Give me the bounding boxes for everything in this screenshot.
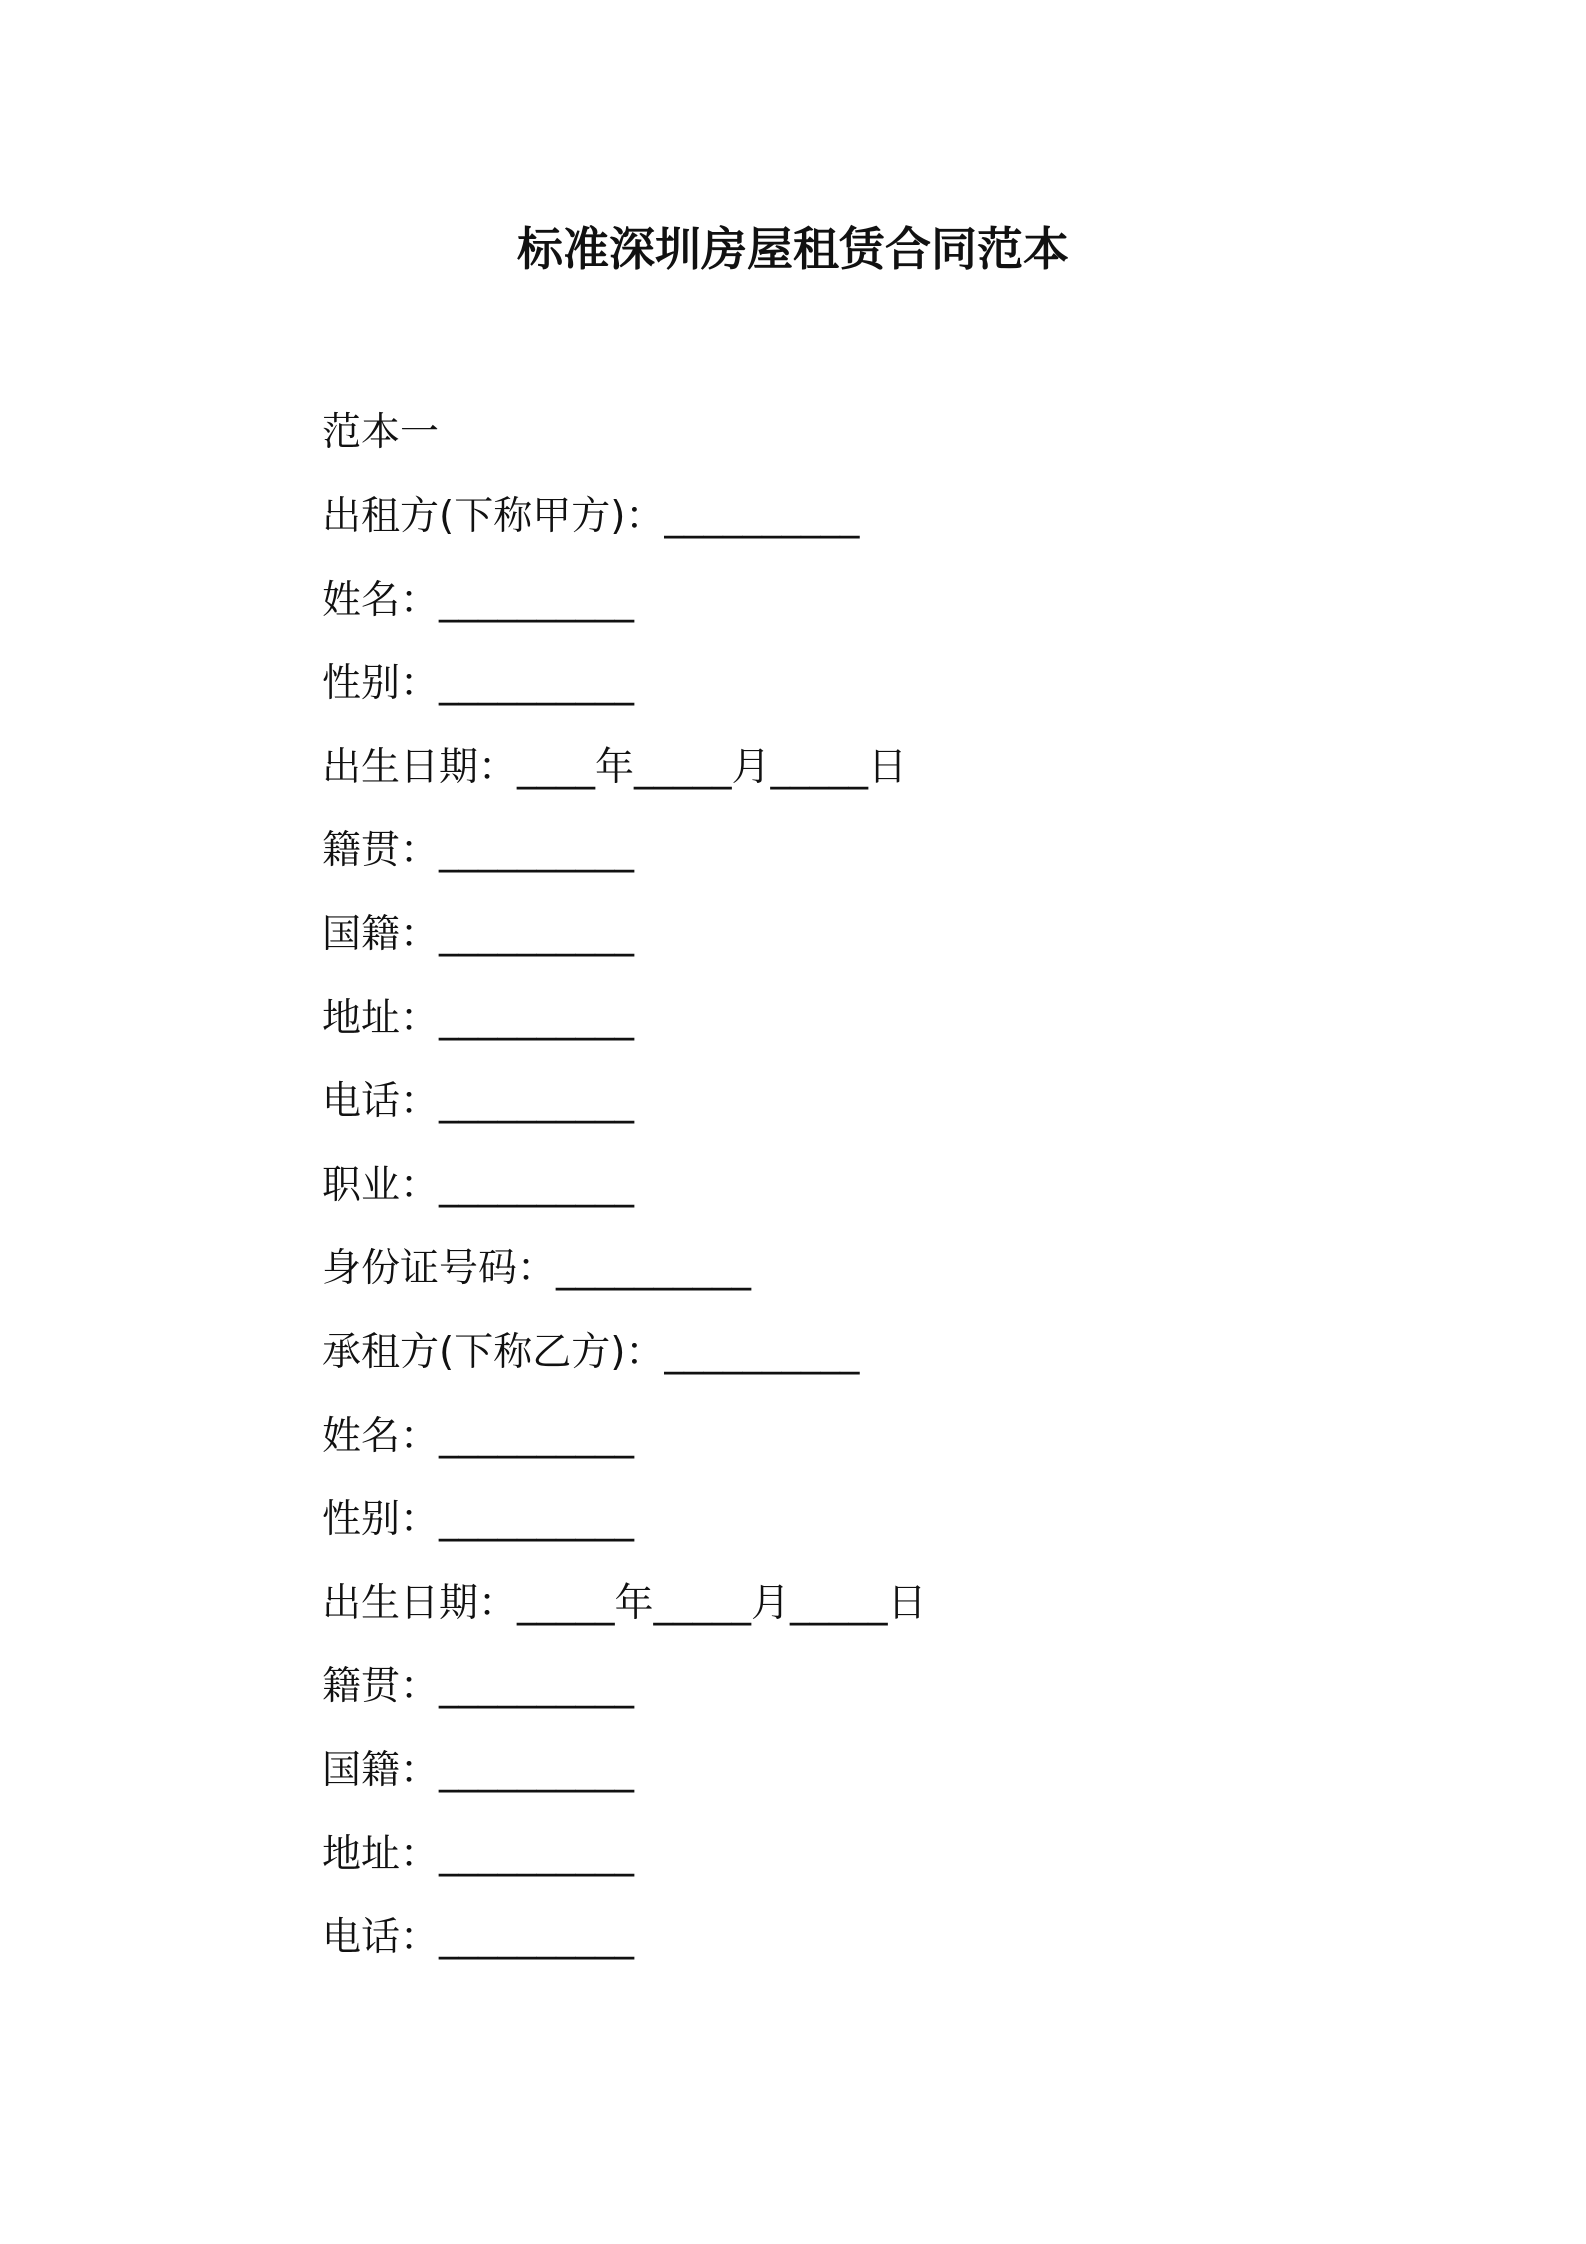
- lessor-gender-line: 性别：__________: [322, 661, 635, 707]
- form-lines: [322, 487, 927, 1992]
- lessee-phone-line: 电话：__________: [322, 1915, 635, 1961]
- section-label: 范本一: [322, 410, 440, 455]
- lessor-birthdate-line: 出生日期：____年_____月_____日: [322, 744, 908, 790]
- lessor-address-line: 地址：__________: [322, 995, 635, 1041]
- lessee-line: 承租方(下称乙方)：__________: [322, 1329, 860, 1375]
- lessor-phone-line: 电话：__________: [322, 1079, 635, 1125]
- lessee-name-line: 姓名：__________: [322, 1413, 635, 1459]
- lessor-occupation-line: 职业：__________: [322, 1162, 635, 1208]
- lessee-nationality-line: 国籍：__________: [322, 1747, 635, 1793]
- lessor-native-place-line: 籍贯：__________: [322, 828, 635, 874]
- lessee-address-line: 地址：__________: [322, 1831, 635, 1877]
- lessor-name-line: 姓名：__________: [322, 577, 635, 623]
- lessor-nationality-line: 国籍：__________: [322, 911, 635, 957]
- document-title: 标准深圳房屋租赁合同范本: [517, 222, 1069, 276]
- lessor-line: 出租方(下称甲方)：__________: [322, 494, 860, 539]
- lessee-gender-line: 性别：__________: [322, 1497, 635, 1543]
- lessee-native-place-line: 籍贯：__________: [322, 1664, 635, 1710]
- lessee-birthdate-line: 出生日期：_____年_____月_____日: [322, 1580, 927, 1626]
- lessor-id-number-line: 身份证号码：__________: [322, 1246, 752, 1292]
